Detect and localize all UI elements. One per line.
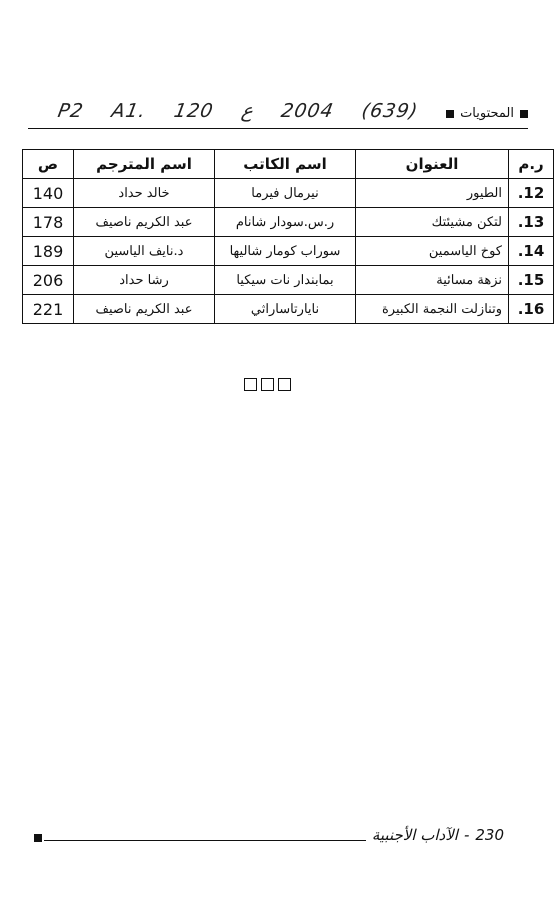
table-header-row <box>23 150 554 179</box>
cell-num: 15. <box>509 266 554 295</box>
column-header-author: اسم الكاتب <box>215 150 356 179</box>
cell-author: بمابندار نات سيكيا <box>215 266 356 295</box>
handwritten-part: 2004 <box>279 100 336 122</box>
contents-table <box>22 149 554 324</box>
table-row <box>23 237 554 266</box>
cell-title: وتنازلت النجمة الكبيرة <box>356 295 509 324</box>
cell-translator: عبد الكريم ناصيف <box>74 208 215 237</box>
handwritten-annotation <box>56 100 420 122</box>
handwritten-part: (639) <box>359 100 420 122</box>
cell-translator: د.نايف الياسين <box>74 237 215 266</box>
cell-num: 14. <box>509 237 554 266</box>
cell-page: 189 <box>23 237 74 266</box>
cell-title: الطيور <box>356 179 509 208</box>
table-row <box>23 179 554 208</box>
header-title-group <box>446 106 528 121</box>
footer-rule <box>44 840 366 841</box>
footer-dash: - <box>463 826 470 844</box>
column-header-translator: اسم المترجم <box>74 150 215 179</box>
page-number: 230 <box>475 826 504 844</box>
empty-square-icon <box>261 378 274 391</box>
cell-author: نايارتاساراثي <box>215 295 356 324</box>
cell-translator: خالد حداد <box>74 179 215 208</box>
empty-square-icon <box>244 378 257 391</box>
cell-title: كوخ الياسمين <box>356 237 509 266</box>
column-header-page: ص <box>23 150 74 179</box>
journal-name: الآداب الأجنبية <box>371 826 458 844</box>
cell-author: ر.س.سودار شانام <box>215 208 356 237</box>
section-end-marks <box>244 378 291 391</box>
section-title: المحتويات <box>460 106 514 121</box>
cell-page: 140 <box>23 179 74 208</box>
cell-translator: رشا حداد <box>74 266 215 295</box>
column-header-num: ر.م <box>509 150 554 179</box>
cell-title: نزهة مسائية <box>356 266 509 295</box>
table-row <box>23 266 554 295</box>
cell-page: 221 <box>23 295 74 324</box>
cell-author: نيرمال فيرما <box>215 179 356 208</box>
cell-page: 178 <box>23 208 74 237</box>
cell-num: 16. <box>509 295 554 324</box>
table-row <box>23 295 554 324</box>
column-header-title: العنوان <box>356 150 509 179</box>
square-bullet-icon <box>446 110 454 118</box>
header-rule <box>28 128 528 129</box>
cell-num: 13. <box>509 208 554 237</box>
handwritten-part: P2 <box>56 100 86 122</box>
table-row <box>23 208 554 237</box>
cell-page: 206 <box>23 266 74 295</box>
cell-author: سوراب كومار شاليها <box>215 237 356 266</box>
page-header <box>28 96 528 132</box>
cell-num: 12. <box>509 179 554 208</box>
square-bullet-icon <box>520 110 528 118</box>
page-footer <box>34 826 504 850</box>
footer-text <box>372 826 504 844</box>
empty-square-icon <box>278 378 291 391</box>
cell-translator: عبد الكريم ناصيف <box>74 295 215 324</box>
square-bullet-icon <box>34 834 42 842</box>
cell-title: لتكن مشيئتك <box>356 208 509 237</box>
handwritten-part: A1. <box>109 100 148 122</box>
handwritten-part: ع <box>239 100 255 122</box>
handwritten-part: 120 <box>172 100 216 122</box>
